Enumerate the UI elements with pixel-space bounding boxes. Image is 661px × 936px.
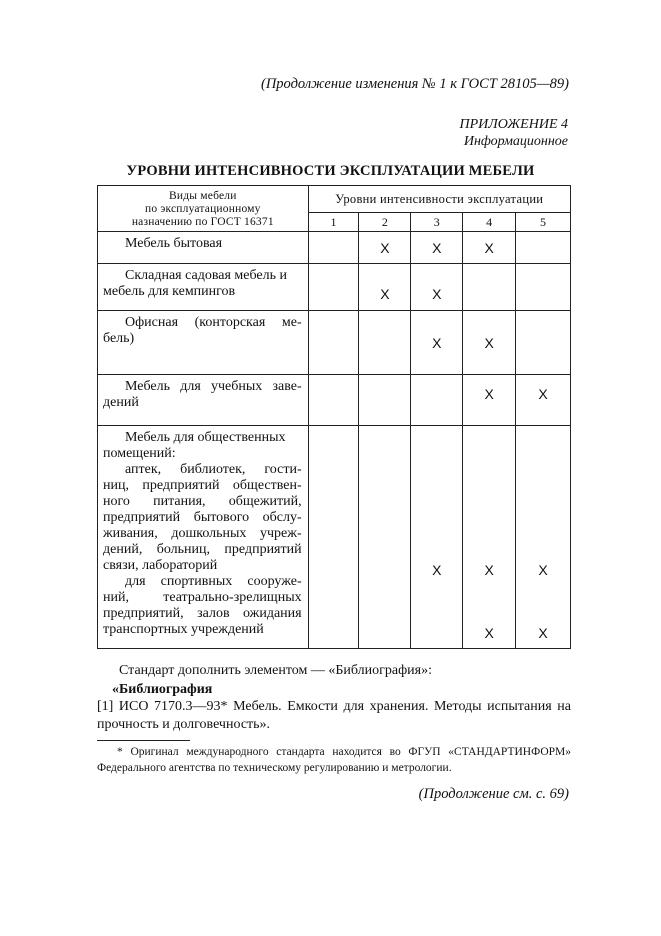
mark-cell — [516, 264, 571, 311]
mark-cell — [308, 264, 359, 311]
table-row — [98, 375, 571, 426]
continuation-footer: (Продолжение см. с. 69) — [418, 786, 569, 802]
continuation-header: (Продолжение изменения № 1 к ГОСТ 28105—89) — [260, 76, 569, 92]
bibliography-heading: «Библиография — [112, 682, 213, 697]
level-5-header: 5 — [516, 213, 571, 232]
bibliography-entry: [1] ИСО 7170.3—93* Мебель. Емкости для хранения. Методы испытания на прочность и долговечность». — [97, 699, 571, 732]
mark-cell: X — [411, 232, 463, 264]
appendix-label — [460, 116, 568, 150]
intensity-levels-table — [97, 185, 571, 649]
mark-cell: X — [359, 232, 411, 264]
row-name-line-4: ниц, предприятий обществен- — [103, 478, 302, 493]
table-row — [98, 232, 571, 264]
mark-cell: X — [359, 264, 411, 311]
table-title: УРОВНИ ИНТЕНСИВНОСТИ ЭКСПЛУАТАЦИИ МЕБЕЛИ — [126, 163, 535, 179]
mark-cell — [308, 232, 359, 264]
column-header-kind: Виды мебели по эксплуатационному назначению по ГОСТ 16371 — [98, 186, 309, 232]
amendment-instruction: Стандарт дополнить элементом — «Библиография»: — [119, 663, 433, 678]
mark-cell: X — [411, 264, 463, 311]
row-name: Мебель для общественных помещений: аптек, библиотек, гости- ниц, предприятий обществен- ного питания, общежитий, предприятий бытового обслу- живания, дошкольных учреж- дений, больниц, предприятий связи, лабораторий для спортивных сооруже- ний, театрально-зрелищных предприятий, залов ожидания транспортных учреждений — [98, 426, 309, 649]
row-name: Мебель бытовая — [98, 232, 309, 264]
row-name: Офисная (конторская ме- бель) — [98, 311, 309, 375]
table-row — [98, 311, 571, 375]
mark-cell: X — [411, 426, 463, 649]
mark-cell — [359, 311, 411, 375]
mark-cell — [516, 311, 571, 375]
mark-cell: X — [463, 375, 516, 426]
mark-cell: X X — [516, 426, 571, 649]
mark-cell: X — [516, 375, 571, 426]
mark-cell — [463, 264, 516, 311]
mark-cell: X X — [463, 426, 516, 649]
mark-cell — [308, 375, 359, 426]
mark-cell — [359, 375, 411, 426]
mark-cell: X — [463, 232, 516, 264]
row-name: Мебель для учебных заве- дений — [98, 375, 309, 426]
level-4-header: 4 — [463, 213, 516, 232]
mark-cell: X — [463, 311, 516, 375]
mark-cell — [308, 426, 359, 649]
mark-cell — [359, 426, 411, 649]
footnote-divider — [97, 740, 190, 741]
mark-cell — [308, 311, 359, 375]
mark-cell — [516, 232, 571, 264]
mark-cell — [411, 375, 463, 426]
level-2-header: 2 — [359, 213, 411, 232]
mark-cell: X — [411, 311, 463, 375]
table-row — [98, 264, 571, 311]
level-3-header: 3 — [411, 213, 463, 232]
appendix-number: ПРИЛОЖЕНИЕ 4 — [459, 117, 568, 132]
level-1-header: 1 — [308, 213, 359, 232]
row-name: Складная садовая мебель и мебель для кемпингов — [98, 264, 309, 311]
table-row — [98, 426, 571, 649]
footnote: * Оригинал международного стандарта находится во ФГУП «СТАНДАРТИНФОРМ» Федерального агентства по техническому регулированию и метрологии. — [97, 746, 571, 774]
column-header-levels: Уровни интенсивности эксплуатации — [308, 186, 570, 213]
appendix-type: Информационное — [463, 134, 568, 149]
